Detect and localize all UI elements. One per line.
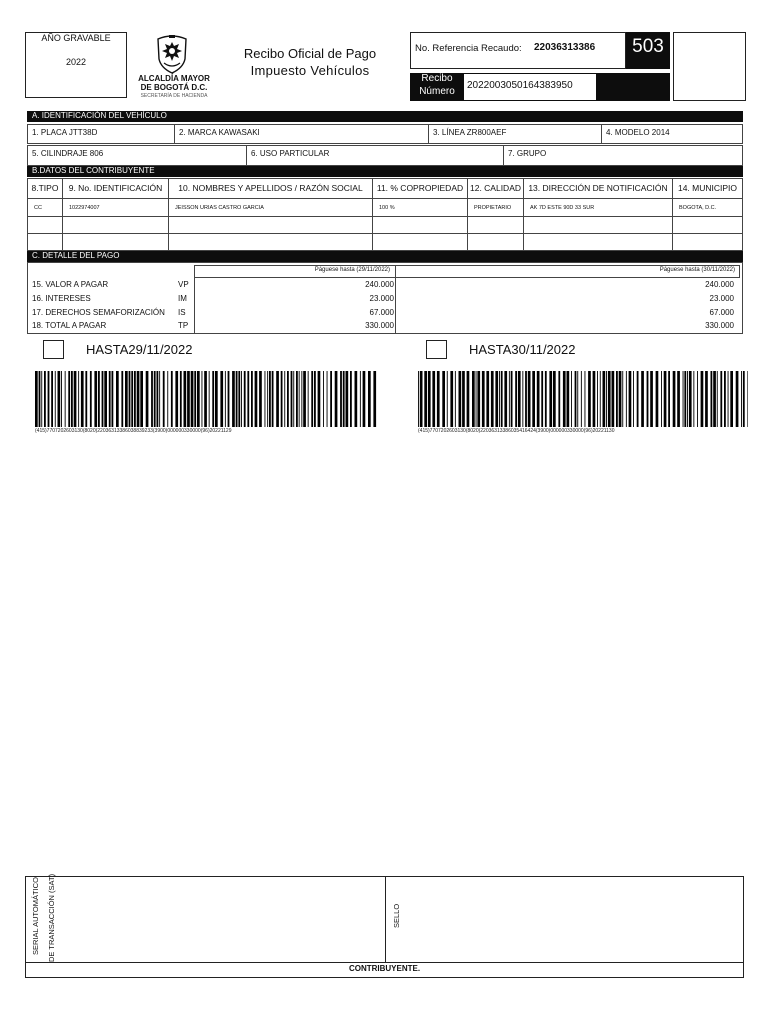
- payment-label-vp: 15. VALOR A PAGAR: [32, 280, 109, 289]
- receipt-number-value: 2022003050164383950: [467, 80, 573, 91]
- vehicle-use: 6. USO PARTICULAR: [246, 145, 504, 166]
- empty-cell: [523, 216, 673, 234]
- payment-value-tp-2: 330.000: [705, 321, 734, 330]
- payment-value-vp-1: 240.000: [365, 280, 394, 289]
- empty-cell: [467, 216, 524, 234]
- barcode-2-number: (415)7707202603130(8020)22036313386035416424(3900)000000330000(96)20221130: [418, 428, 615, 434]
- bogota-coat-of-arms-logo: [152, 33, 192, 75]
- payment-code-tp: TP: [178, 321, 189, 330]
- logo-line-2: DE BOGOTÁ D.C.: [140, 83, 208, 92]
- empty-cell: [62, 233, 169, 251]
- header-municipality: 14. MUNICIPIO: [672, 178, 743, 199]
- vehicle-group: 7. GRUPO: [503, 145, 743, 166]
- header-tipo: 8.TIPO: [27, 178, 63, 199]
- section-a-title: A. IDENTIFICACIÓN DEL VEHÍCULO: [27, 111, 743, 122]
- pay-until-date-2: Páguese hasta (30/11/2022): [659, 267, 735, 273]
- payment-code-is: IS: [178, 308, 186, 317]
- document-title: Recibo Oficial de Pago: [243, 46, 377, 61]
- empty-cell: [672, 233, 743, 251]
- empty-cell: [62, 216, 169, 234]
- payment-label-tp: 18. TOTAL A PAGAR: [32, 321, 107, 330]
- payment-value-is-2: 67.000: [709, 308, 734, 317]
- reference-value: 22036313386: [534, 42, 596, 53]
- header-quality: 12. CALIDAD: [467, 178, 524, 199]
- vehicle-displacement: 5. CILINDRAJE 806: [27, 145, 247, 166]
- empty-cell: [467, 233, 524, 251]
- vehicle-brand: 2. MARCA KAWASAKI: [174, 124, 429, 144]
- payment-code-vp: VP: [178, 280, 189, 289]
- empty-cell: [372, 233, 468, 251]
- corner-blank-box: [673, 32, 746, 101]
- logo-line-3: SECRETARÍA DE HACIENDA: [140, 93, 208, 99]
- empty-cell: [27, 216, 63, 234]
- payment-value-im-2: 23.000: [709, 294, 734, 303]
- barcode-1-number: (415)7707202603130(8020)22036313386038839233(3900)000000330000(96)20221129: [35, 428, 232, 434]
- payment-label-im: 16. INTERESES: [32, 294, 91, 303]
- contributor-id: 1022974007: [62, 198, 169, 217]
- contributor-municipality: BOGOTA, D.C.: [672, 198, 743, 217]
- payment-value-im-1: 23.000: [369, 294, 394, 303]
- empty-cell: [168, 233, 373, 251]
- contributor-name: JEISSON URIAS CASTRO GARCIA: [168, 198, 373, 217]
- barcode-1: [35, 371, 377, 427]
- option-1-checkbox[interactable]: [43, 340, 64, 359]
- document-subtitle: Impuesto Vehículos: [250, 63, 370, 78]
- footer-divider-vertical: [385, 876, 386, 963]
- header-ownership: 11. % COPROPIEDAD: [372, 178, 468, 199]
- empty-cell: [168, 216, 373, 234]
- logo-line-1: ALCALDÍA MAYOR: [138, 74, 210, 83]
- payment-value-tp-1: 330.000: [365, 321, 394, 330]
- vehicle-model: 4. MODELO 2014: [601, 124, 743, 144]
- section-c-title: C. DETALLE DEL PAGO: [27, 251, 743, 262]
- section-b-title: B.DATOS DEL CONTRIBUYENTE: [27, 166, 743, 177]
- header-identification: 9. No. IDENTIFICACIÓN: [62, 178, 169, 199]
- year-label: AÑO GRAVABLE: [41, 33, 111, 43]
- vehicle-line: 3. LÍNEA ZR800AEF: [428, 124, 602, 144]
- year-value: 2022: [65, 57, 87, 67]
- empty-cell: [27, 233, 63, 251]
- header-names: 10. NOMBRES Y APELLIDOS / RAZÓN SOCIAL: [168, 178, 373, 199]
- pay-until-date-1: Páguese hasta (29/11/2022): [314, 267, 390, 273]
- barcode-2: [418, 371, 748, 427]
- payment-code-im: IM: [178, 294, 187, 303]
- form-code: 503: [632, 36, 664, 57]
- option-1-label: HASTA29/11/2022: [86, 342, 193, 357]
- contributor-copy-label: CONTRIBUYENTE.: [348, 964, 421, 973]
- payment-value-is-1: 67.000: [369, 308, 394, 317]
- payment-divider: [395, 278, 396, 333]
- payment-divider: [194, 278, 195, 333]
- contributor-ownership: 100 %: [372, 198, 468, 217]
- receipt-label-2: Número: [419, 86, 455, 97]
- receipt-label-1: Recibo: [421, 73, 453, 84]
- option-2-label: HASTA30/11/2022: [469, 342, 576, 357]
- seal-label: SELLO: [392, 903, 401, 928]
- option-2-checkbox[interactable]: [426, 340, 447, 359]
- empty-cell: [523, 233, 673, 251]
- header-address: 13. DIRECCIÓN DE NOTIFICACIÓN: [523, 178, 673, 199]
- payment-value-vp-2: 240.000: [705, 280, 734, 289]
- contributor-tipo: CC: [27, 198, 63, 217]
- empty-cell: [672, 216, 743, 234]
- payment-label-is: 17. DERECHOS SEMAFORIZACIÓN: [32, 308, 165, 317]
- contributor-address: AK 7D ESTE 90D 33 SUR: [523, 198, 673, 217]
- serial-label-1: SERIAL AUTOMÁTICO: [31, 877, 40, 955]
- vehicle-plate: 1. PLACA JTT38D: [27, 124, 175, 144]
- serial-label-2: DE TRANSACCIÓN (SAT): [47, 873, 56, 962]
- empty-cell: [372, 216, 468, 234]
- contributor-quality: PROPIETARIO: [467, 198, 524, 217]
- reference-label: No. Referencia Recaudo:: [415, 43, 522, 54]
